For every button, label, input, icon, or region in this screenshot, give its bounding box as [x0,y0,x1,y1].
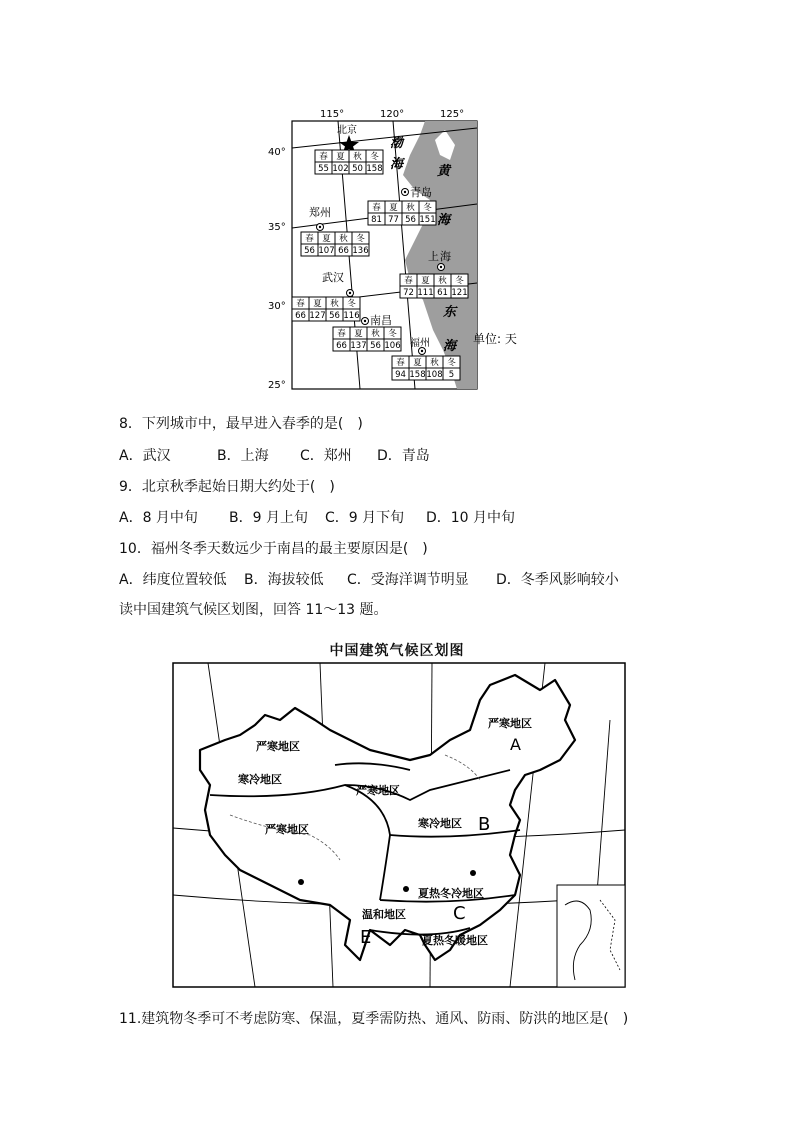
unit-label: 单位: 天 [473,332,517,346]
season-header: 冬 [455,276,464,286]
lon-label: 115° [320,109,345,120]
season-header: 春 [296,299,305,309]
map-title: 中国建筑气候区划图 [329,643,465,659]
option-b[interactable]: B．9 月上旬 [229,510,308,526]
season-table [333,327,401,351]
season-header: 秋 [371,329,380,339]
season-days-value: 158 [366,164,383,174]
season-table [315,150,383,174]
season-days-value: 72 [403,288,414,298]
season-header: 冬 [447,358,456,368]
season-header: 春 [396,358,405,368]
zone-label: 温和地区 [362,908,406,921]
zone-letter: B [478,814,491,835]
zone-label: 严寒地区 [256,740,300,753]
intro-text: 读中国建筑气候区划图，回答 11～13 题。 [119,602,388,618]
sea-label: 海 [443,339,457,354]
sea-label: 海 [390,157,404,172]
season-days-value: 55 [318,164,329,174]
option-d[interactable]: D．10 月中旬 [426,510,516,526]
season-days-value: 56 [370,341,381,351]
season-header: 冬 [347,299,356,309]
season-header: 冬 [370,152,379,162]
zone-label: 夏热冬冷地区 [418,887,484,900]
season-days-value: 121 [451,288,468,298]
season-table [301,232,369,256]
city-name-shanghai: 海 [440,250,451,263]
sea-label: 黄 [437,164,451,179]
season-days-value: 66 [338,246,349,256]
option-c[interactable]: C．受海洋调节明显 [347,572,469,588]
zone-label: 寒冷地区 [418,817,462,830]
zone-label: 夏热冬暖地区 [422,934,488,947]
season-header: 冬 [356,234,365,244]
sea-label: 渤 [390,136,404,151]
option-d[interactable]: D．青岛 [377,448,430,464]
season-header: 夏 [389,203,398,213]
lat-label: 30° [268,301,286,312]
zone-letter: A [510,735,521,754]
option-a[interactable]: A．纬度位置较低 [119,572,227,588]
season-header: 夏 [413,358,422,368]
season-days-value: 94 [395,370,406,380]
city-name: 福州 [410,338,430,349]
season-header: 秋 [339,234,348,244]
season-days-value: 77 [388,215,399,225]
season-header: 夏 [322,234,331,244]
question-10: 10．福州冬季天数远少于南昌的最主要原因是( ) [119,541,428,557]
city-name-shanghai: 上 [428,250,439,263]
city-name: 武汉 [322,271,344,284]
season-days-value: 81 [371,215,382,225]
season-days-map [265,100,545,395]
lat-label: 35° [268,222,286,233]
season-header: 秋 [406,203,415,213]
season-days-value: 116 [343,311,360,321]
question-11: 11.建筑物冬季可不考虑防寒、保温，夏季需防热、通风、防雨、防洪的地区是( ) [119,1011,629,1027]
season-days-value: 50 [352,164,363,174]
question-9: 9．北京秋季起始日期大约处于( ) [119,479,335,495]
season-header: 春 [337,329,346,339]
season-days-value: 102 [332,164,349,174]
season-days-value: 56 [329,311,340,321]
season-header: 夏 [354,329,363,339]
sea-label: 东 [443,305,457,320]
option-d[interactable]: D．冬季风影响较小 [496,572,619,588]
season-days-value: 136 [352,246,369,256]
season-header: 秋 [430,358,439,368]
option-a[interactable]: A．8 月中旬 [119,510,198,526]
option-b[interactable]: B．上海 [217,448,269,464]
zone-label: 严寒地区 [265,823,309,836]
season-days-value: 158 [409,370,426,380]
season-days-value: 151 [419,215,436,225]
season-table [292,297,360,321]
option-b[interactable]: B．海拔较低 [244,572,324,588]
season-days-value: 66 [336,341,347,351]
season-days-value: 61 [437,288,448,298]
season-days-value: 137 [350,341,367,351]
building-climate-map [170,660,630,990]
season-table [392,356,460,380]
option-a[interactable]: A．武汉 [119,448,171,464]
city-name: 郑州 [309,206,331,219]
option-c[interactable]: C．郑州 [300,448,352,464]
season-header: 冬 [423,203,432,213]
season-header: 秋 [353,152,362,162]
season-days-value: 108 [426,370,443,380]
season-days-value: 66 [295,311,306,321]
season-header: 春 [404,276,413,286]
question-8: 8．下列城市中，最早进入春季的是( ) [119,416,363,432]
season-header: 夏 [313,299,322,309]
season-days-value: 56 [304,246,315,256]
season-header: 夏 [336,152,345,162]
season-days-value: 107 [318,246,335,256]
season-header: 春 [372,203,381,213]
season-header: 夏 [421,276,430,286]
lat-label: 25° [268,380,286,391]
zone-label: 严寒地区 [488,717,532,730]
city-name: 南昌 [370,314,392,327]
city-name: 北京 [337,125,357,136]
season-header: 秋 [330,299,339,309]
season-days-value: 111 [417,288,434,298]
season-header: 秋 [438,276,447,286]
season-days-value: 106 [384,341,401,351]
option-c[interactable]: C．9 月下旬 [325,510,405,526]
sea-label: 海 [437,213,451,228]
zone-label: 寒冷地区 [238,773,282,786]
season-days-value: 127 [309,311,326,321]
lon-label: 125° [440,109,465,120]
season-header: 春 [305,234,314,244]
season-header: 春 [319,152,328,162]
season-header: 冬 [388,329,397,339]
zone-label: 严寒地区 [356,784,400,797]
lon-label: 120° [380,109,405,120]
season-table [368,201,436,225]
zone-letter: E [360,927,372,948]
season-days-value: 56 [405,215,416,225]
season-table [400,274,468,298]
zone-letter: C [453,903,466,924]
city-name: 青岛 [410,186,432,199]
season-days-value: 5 [448,370,455,380]
lat-label: 40° [268,147,286,158]
